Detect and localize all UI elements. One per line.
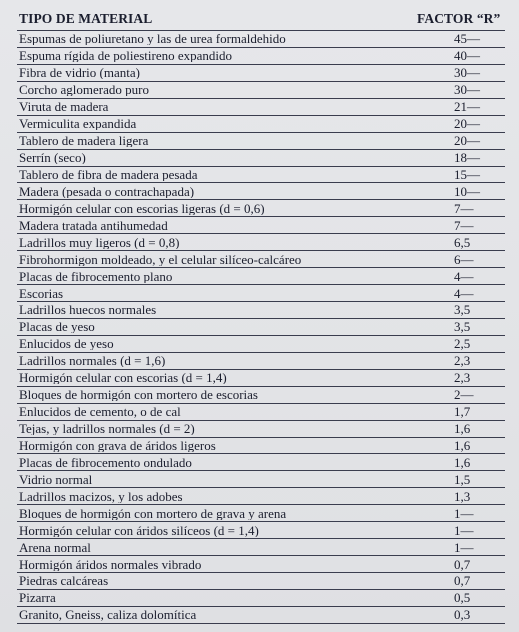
material-name: Vermiculita expandida bbox=[19, 117, 137, 131]
r-factor-table bbox=[17, 8, 505, 624]
r-factor-value: 2— bbox=[454, 387, 474, 403]
material-name: Tablero de madera ligera bbox=[19, 134, 149, 148]
table-row bbox=[17, 217, 505, 234]
r-factor-value: 1,3 bbox=[454, 488, 471, 504]
r-factor-value: 6— bbox=[454, 251, 474, 267]
table-row bbox=[17, 404, 505, 421]
material-name: Arena normal bbox=[19, 540, 91, 554]
r-factor-value: 21— bbox=[454, 99, 480, 115]
material-name: Pizarra bbox=[19, 591, 56, 605]
material-name: Viruta de madera bbox=[19, 100, 109, 114]
table-row bbox=[17, 454, 505, 471]
r-factor-value: 30— bbox=[454, 65, 480, 81]
r-factor-value: 2,3 bbox=[454, 370, 471, 386]
table-row bbox=[17, 387, 505, 404]
r-factor-value: 1,6 bbox=[454, 454, 471, 470]
material-name: Vidrio normal bbox=[19, 472, 93, 486]
material-name: Hormigón con grava de áridos ligeros bbox=[19, 438, 216, 452]
table-row bbox=[17, 167, 505, 184]
table-row bbox=[17, 421, 505, 438]
r-factor-value: 20— bbox=[454, 133, 480, 149]
table-row bbox=[17, 471, 505, 488]
r-factor-value: 1,6 bbox=[454, 437, 471, 453]
table-body bbox=[17, 31, 505, 624]
material-name: Hormigón celular con escorias ligeras (d = 0,6) bbox=[19, 201, 265, 215]
material-name: Corcho aglomerado puro bbox=[19, 83, 149, 97]
material-name: Bloques de hormigón con mortero de grava y arena bbox=[19, 506, 287, 520]
table-row bbox=[17, 556, 505, 573]
material-name: Tablero de fibra de madera pesada bbox=[19, 167, 198, 181]
material-name: Hormigón áridos normales vibrado bbox=[19, 557, 202, 571]
material-name: Granito, Gneiss, caliza dolomítica bbox=[19, 608, 197, 622]
table-row bbox=[17, 183, 505, 200]
table-row bbox=[17, 573, 505, 590]
r-factor-value: 20— bbox=[454, 116, 480, 132]
material-name: Madera tratada antihumedad bbox=[19, 218, 168, 232]
table-row bbox=[17, 336, 505, 353]
table-row bbox=[17, 116, 505, 133]
material-name: Ladrillos macizos, y los adobes bbox=[19, 489, 183, 503]
material-name: Enlucidos de yeso bbox=[19, 337, 114, 351]
r-factor-value: 4— bbox=[454, 268, 474, 284]
table-row bbox=[17, 539, 505, 556]
material-name: Tejas, y ladrillos normales (d = 2) bbox=[19, 422, 195, 436]
material-name: Placas de fibrocemento plano bbox=[19, 269, 173, 283]
r-factor-value: 3,5 bbox=[454, 319, 471, 335]
material-name: Serrín (seco) bbox=[19, 151, 86, 165]
r-factor-value: 1— bbox=[454, 505, 474, 521]
table-row bbox=[17, 438, 505, 455]
material-name: Placas de yeso bbox=[19, 320, 95, 334]
table-row bbox=[17, 82, 505, 99]
material-name: Ladrillos muy ligeros (d = 0,8) bbox=[19, 235, 180, 249]
table-row bbox=[17, 590, 505, 607]
r-factor-value: 15— bbox=[454, 166, 480, 182]
r-factor-value: 4— bbox=[454, 285, 474, 301]
material-name: Hormigón celular con áridos silíceos (d = 1,4) bbox=[19, 523, 259, 537]
material-name: Placas de fibrocemento ondulado bbox=[19, 455, 192, 469]
r-factor-value: 1— bbox=[454, 522, 474, 538]
table-row bbox=[17, 302, 505, 319]
r-factor-value: 6,5 bbox=[454, 234, 471, 250]
r-factor-value: 1,6 bbox=[454, 421, 471, 437]
r-factor-value: 10— bbox=[454, 183, 480, 199]
material-name: Hormigón celular con escorias (d = 1,4) bbox=[19, 371, 227, 385]
table-row bbox=[17, 31, 505, 48]
table-row bbox=[17, 48, 505, 65]
table-row bbox=[17, 353, 505, 370]
r-factor-value: 2,3 bbox=[454, 353, 471, 369]
r-factor-value: 7— bbox=[454, 217, 474, 233]
table-row bbox=[17, 488, 505, 505]
material-name: Escorias bbox=[19, 286, 64, 300]
material-name: Fibrohormigon moldeado, y el celular silíceo-calcáreo bbox=[19, 252, 302, 266]
table-row bbox=[17, 285, 505, 302]
table-row bbox=[17, 370, 505, 387]
r-factor-value: 1,7 bbox=[454, 404, 471, 420]
table-row bbox=[17, 99, 505, 116]
material-name: Madera (pesada o contrachapada) bbox=[19, 184, 195, 198]
material-name: Ladrillos normales (d = 1,6) bbox=[19, 354, 166, 368]
table-row bbox=[17, 505, 505, 522]
material-name: Bloques de hormigón con mortero de escorias bbox=[19, 388, 258, 402]
material-name: Fibra de vidrio (manta) bbox=[19, 66, 140, 80]
material-name: Ladrillos huecos normales bbox=[19, 303, 157, 317]
material-name: Enlucidos de cemento, o de cal bbox=[19, 405, 181, 419]
r-factor-value: 1— bbox=[454, 539, 474, 555]
table-row bbox=[17, 133, 505, 150]
table-row bbox=[17, 607, 505, 624]
r-factor-value: 0,7 bbox=[454, 573, 471, 589]
material-name: Espumas de poliuretano y las de urea formaldehido bbox=[19, 32, 286, 46]
r-factor-value: 0,5 bbox=[454, 590, 471, 606]
header-material: TIPO DE MATERIAL bbox=[19, 11, 153, 26]
r-factor-value: 0,3 bbox=[454, 607, 471, 623]
r-factor-value: 30— bbox=[454, 82, 480, 98]
table-row bbox=[17, 200, 505, 217]
r-factor-value: 2,5 bbox=[454, 336, 471, 352]
table-row bbox=[17, 234, 505, 251]
r-factor-value: 3,5 bbox=[454, 302, 471, 318]
table-row bbox=[17, 150, 505, 167]
material-name: Espuma rígida de poliestireno expandido bbox=[19, 49, 233, 63]
table-row bbox=[17, 319, 505, 336]
r-factor-value: 40— bbox=[454, 48, 480, 64]
r-factor-value: 0,7 bbox=[454, 556, 471, 572]
r-factor-value: 45— bbox=[454, 31, 480, 47]
table-header bbox=[17, 8, 505, 31]
table-row bbox=[17, 268, 505, 285]
r-factor-value: 18— bbox=[454, 150, 480, 166]
header-factor: FACTOR “R” bbox=[417, 11, 501, 26]
material-name: Piedras calcáreas bbox=[19, 574, 109, 588]
table-row bbox=[17, 65, 505, 82]
r-factor-value: 1,5 bbox=[454, 471, 471, 487]
table-row bbox=[17, 251, 505, 268]
table-row bbox=[17, 522, 505, 539]
r-factor-value: 7— bbox=[454, 200, 474, 216]
